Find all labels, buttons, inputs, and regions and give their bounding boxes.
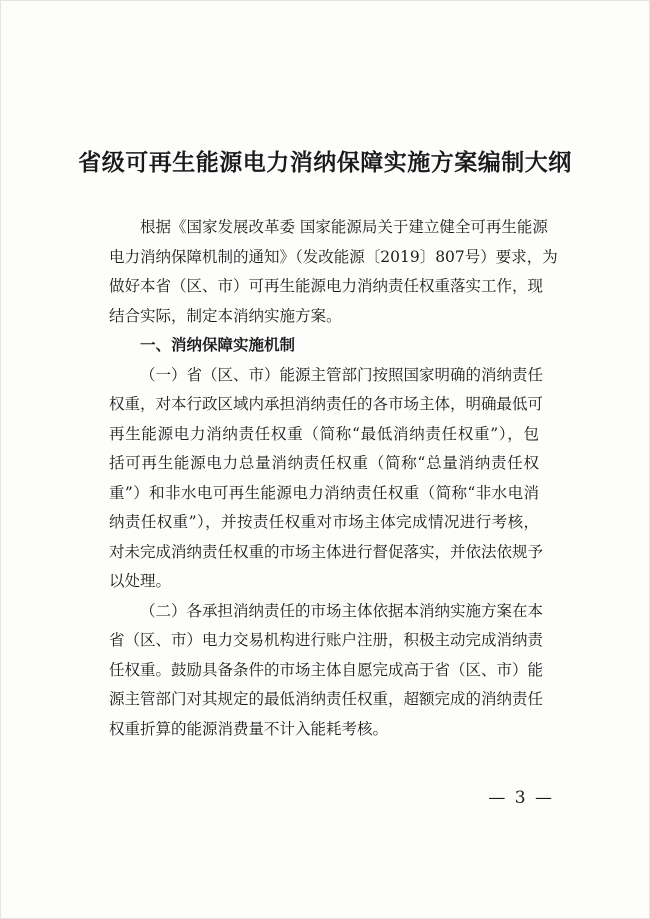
text-line: 任权重。鼓励具备条件的市场主体自愿完成高于省（区、市）能 [109, 660, 544, 679]
text-line: 结合实际，制定本消纳实施方案。 [109, 306, 342, 325]
text-line: 纳责任权重”），并按责任权重对市场主体完成情况进行考核， [109, 513, 539, 531]
text-line: 根据《国家发展改革委 国家能源局关于建立健全可再生能源 [140, 218, 548, 236]
text-line: 括可再生能源电力总量消纳责任权重（简称“总量消纳责任权 [109, 454, 539, 472]
page-number: — 3 — [488, 788, 554, 808]
text-line: 再生能源电力消纳责任权重（简称“最低消纳责任权重”），包 [109, 424, 539, 443]
intro-paragraph [109, 213, 558, 744]
text-line: （二）各承担消纳责任的市场主体依据本消纳实施方案在本 [140, 601, 544, 620]
text-line: 重”）和非水电可再生能源电力消纳责任权重（简称“非水电消 [109, 483, 539, 502]
text-line: 电力消纳保障机制的通知》（发改能源〔2019〕807号）要求，为 [109, 247, 558, 266]
text-line: 以处理。 [109, 572, 172, 590]
document-title: 省级可再生能源电力消纳保障实施方案编制大纲 [78, 150, 572, 176]
section-heading: 一、消纳保障实施机制 [140, 336, 296, 354]
text-line: （一）省（区、市）能源主管部门按照国家明确的消纳责任 [140, 365, 544, 384]
text-line: 权重折算的能源消费量不计入能耗考核。 [109, 719, 389, 738]
text-line: 做好本省（区、市）可再生能源电力消纳责任权重落实工作，现 [109, 277, 544, 295]
text-line: 对未完成消纳责任权重的市场主体进行督促落实，并依法依规予 [109, 542, 544, 561]
text-line: 源主管部门对其规定的最低消纳责任权重，超额完成的消纳责任 [109, 690, 544, 708]
text-line: 权重，对本行政区域内承担消纳责任的各市场主体，明确最低可 [109, 395, 544, 413]
text-line: 省（区、市）电力交易机构进行账户注册，积极主动完成消纳责 [109, 631, 544, 649]
